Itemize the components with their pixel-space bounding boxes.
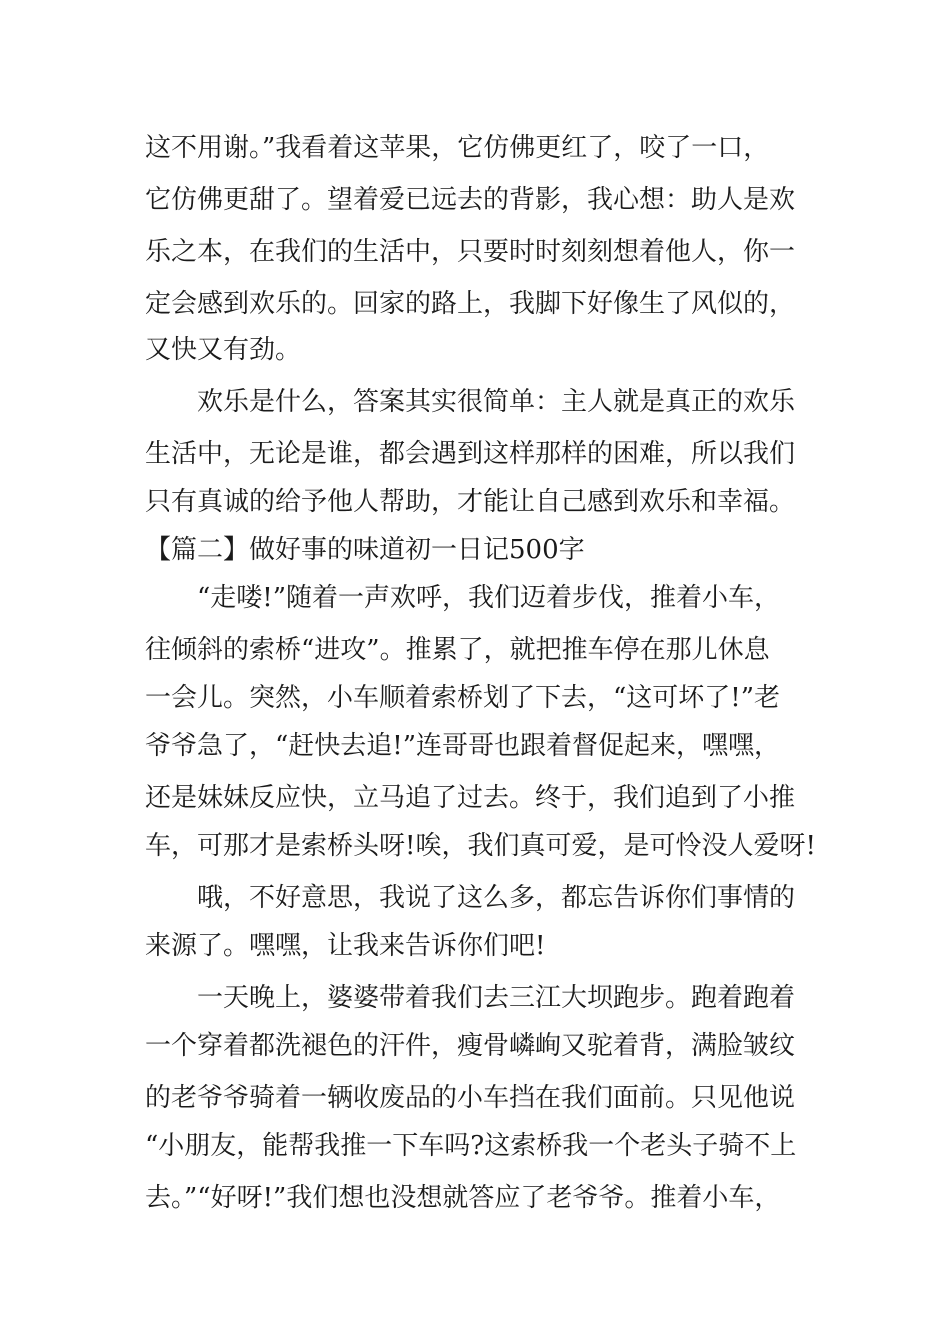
text-line: 的老爷爷骑着一辆收废品的小车挡在我们面前。只见他说 [145,1083,796,1113]
text-line: 乐之本，在我们的生活中，只要时时刻刻想着他人，你一 [145,237,796,267]
section-heading: 【篇二】做好事的味道初一日记500字 [145,535,585,565]
text-line: 这不用谢。”我看着这苹果，它仿佛更红了，咬了一口， [145,133,770,163]
text-line: 还是妹妹反应快，立马追了过去。终于，我们追到了小推 [145,783,796,813]
text-line: 生活中，无论是谁，都会遇到这样那样的困难，所以我们 [145,439,796,469]
text-line: 只有真诚的给予他人帮助，才能让自己感到欢乐和幸福。 [145,487,796,517]
text-line: “走喽!”随着一声欢呼，我们迈着步伐，推着小车， [145,583,781,613]
text-line: 定会感到欢乐的。回家的路上，我脚下好像生了风似的， [145,289,796,319]
text-line: 爷爷急了，“赶快去追!”连哥哥也跟着督促起来，嘿嘿， [145,731,781,761]
text-line: 往倾斜的索桥“进攻”。推累了，就把推车停在那儿休息 [145,635,770,665]
text-line: 它仿佛更甜了。望着爱已远去的背影，我心想：助人是欢 [145,185,796,215]
text-line: 又快又有劲。 [145,335,302,365]
text-line: 欢乐是什么，答案其实很简单：主人就是真正的欢乐 [145,387,796,417]
text-line: 一天晚上，婆婆带着我们去三江大坝跑步。跑着跑着 [145,983,796,1013]
text-line: 去。”“好呀!”我们想也没想就答应了老爷爷。推着小车， [145,1183,781,1213]
text-line: 哦，不好意思，我说了这么多，都忘告诉你们事情的 [145,883,796,913]
text-line: “小朋友，能帮我推一下车吗?这索桥我一个老头子骑不上 [145,1131,797,1161]
text-line: 一会儿。突然，小车顺着索桥划了下去，“这可坏了!”老 [145,683,781,713]
text-line: 一个穿着都洗褪色的汗件，瘦骨嶙峋又驼着背，满脸皱纹 [145,1031,796,1061]
text-line: 来源了。嘿嘿，让我来告诉你们吧! [145,931,546,961]
text-line: 车，可那才是索桥头呀!唉，我们真可爱，是可怜没人爱呀! [145,831,816,861]
